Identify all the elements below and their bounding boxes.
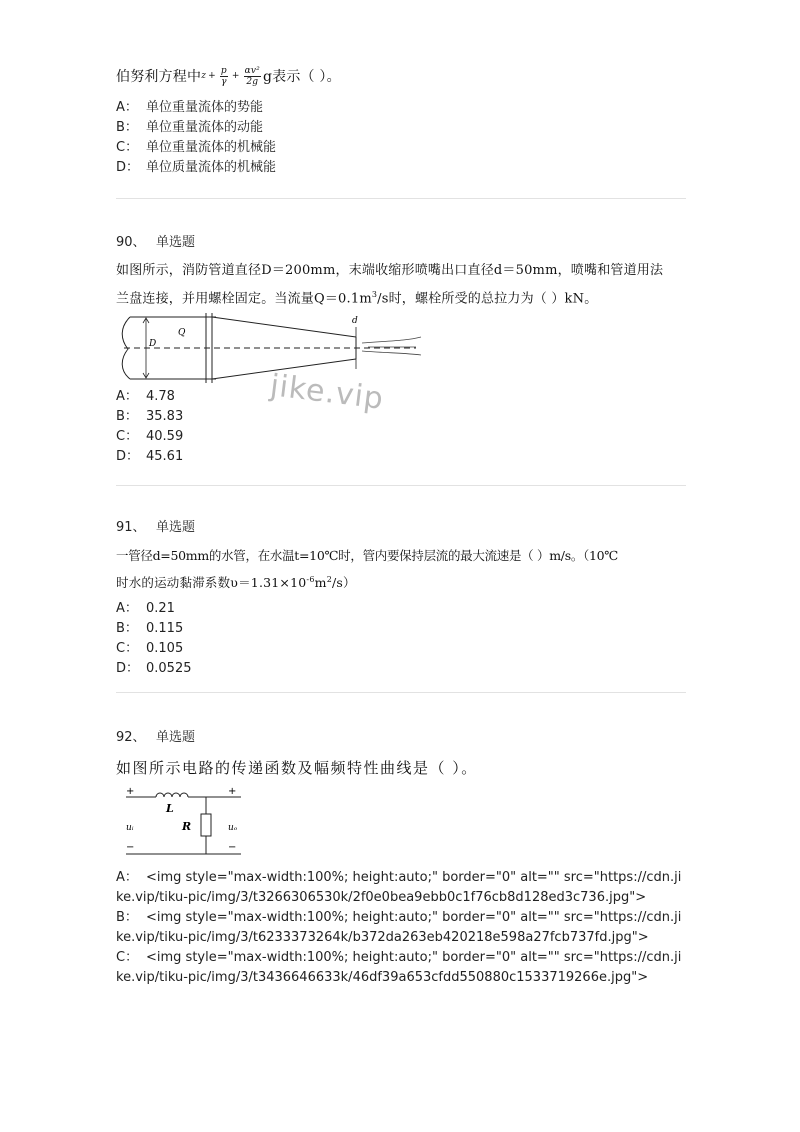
options xyxy=(116,98,686,178)
option-text: <img style="max-width:100%; height:auto;" border="0" alt="" src="https://cdn.jike.vip/tiku-pic/img/3/t6233373264k/b372da263eb420218e598a27fcb737fd.jpg"> xyxy=(116,910,682,945)
stem-text: 时水的运动黏滞系数υ＝1.31×10 xyxy=(116,575,307,591)
option-label: D： xyxy=(116,160,140,175)
question-92 xyxy=(116,728,686,988)
option-c[interactable] xyxy=(116,138,686,158)
watermark: jike.vip xyxy=(268,368,386,417)
option-a[interactable] xyxy=(116,98,686,118)
option-a[interactable] xyxy=(116,387,686,407)
formula-numerator: αv² xyxy=(244,65,260,76)
question-91 xyxy=(116,518,686,679)
option-text: <img style="max-width:100%; height:auto;" border="0" alt="" src="https://cdn.jike.vip/tiku-pic/img/3/t3266306530k/2f0e0bea9ebb0c1f76cb8d128ed3c736.jpg"> xyxy=(116,870,682,905)
option-b[interactable] xyxy=(116,908,688,948)
option-label: A： xyxy=(116,389,138,405)
formula-z: z xyxy=(201,71,207,81)
diameter-D-label: D xyxy=(149,339,157,350)
stem-text: 兰盘连接，并用螺栓固定。当流量Q＝0.1m xyxy=(116,291,372,307)
option-text: 35.83 xyxy=(146,409,184,425)
option-d[interactable] xyxy=(116,158,686,178)
superscript: 3 xyxy=(371,290,378,299)
divider xyxy=(116,692,686,693)
option-text: 45.61 xyxy=(146,449,184,465)
question-number: 92、 xyxy=(116,730,146,745)
resistor-R-label: R xyxy=(182,820,192,833)
question-89 xyxy=(116,58,686,178)
option-b[interactable] xyxy=(116,118,686,138)
option-label: A： xyxy=(116,601,138,617)
option-label: B： xyxy=(116,910,138,925)
plus-left: + xyxy=(126,786,135,797)
formula-denominator: 2g xyxy=(246,76,259,87)
option-text: 0.105 xyxy=(146,641,184,657)
option-text: 单位重量流体的势能 xyxy=(146,100,264,115)
formula-plus: + xyxy=(208,71,216,81)
question-type: 单选题 xyxy=(156,730,196,745)
option-c[interactable] xyxy=(116,427,686,447)
formula-gamma: γ xyxy=(221,76,227,87)
superscript: 2 xyxy=(326,575,332,584)
question-89-stem xyxy=(116,58,686,94)
option-text: 40.59 xyxy=(146,429,184,445)
option-label: C： xyxy=(116,140,139,155)
option-b[interactable] xyxy=(116,407,686,427)
option-b[interactable] xyxy=(116,619,686,639)
question-header xyxy=(116,518,686,538)
option-c[interactable] xyxy=(116,639,686,659)
stem-line: 如图所示，消防管道直径D＝200mm，末端收缩形喷嘴出口直径d＝50mm，喷嘴和管道用法 xyxy=(116,263,664,278)
options xyxy=(116,868,688,988)
option-label: B： xyxy=(116,120,138,135)
superscript: -6 xyxy=(306,575,315,584)
stem-text: g表示（ ）。 xyxy=(263,69,341,85)
formula-velocity-head xyxy=(244,66,261,87)
option-a[interactable] xyxy=(116,599,686,619)
option-text: 0.115 xyxy=(146,621,184,637)
option-text: 0.0525 xyxy=(146,661,192,677)
input-voltage-label: uᵢ xyxy=(126,823,134,833)
formula-p: p xyxy=(220,65,227,76)
options xyxy=(116,387,686,467)
option-a[interactable] xyxy=(116,868,688,908)
question-number: 90、 xyxy=(116,235,146,250)
divider xyxy=(116,485,686,486)
stem-text: /s时，螺栓所受的总拉力为（ ）kN。 xyxy=(377,291,598,307)
question-91-stem xyxy=(116,544,686,595)
minus-right: − xyxy=(228,842,237,853)
question-92-stem: 如图所示电路的传递函数及幅频特性曲线是（ ）。 xyxy=(116,759,478,777)
option-label: C： xyxy=(116,429,139,445)
option-d[interactable] xyxy=(116,659,686,679)
minus-left: − xyxy=(126,842,135,853)
option-text: 单位质量流体的机械能 xyxy=(146,160,277,175)
inductor-L-label: L xyxy=(166,802,174,815)
stem-line xyxy=(116,283,686,311)
question-90 xyxy=(116,233,686,467)
option-label: D： xyxy=(116,449,140,465)
question-number: 91、 xyxy=(116,520,146,535)
option-label: B： xyxy=(116,409,138,425)
divider xyxy=(116,198,686,199)
option-text: 单位重量流体的机械能 xyxy=(146,140,277,155)
stem-text: m xyxy=(314,575,327,591)
options xyxy=(116,599,686,679)
option-label: C： xyxy=(116,950,139,965)
option-label: A： xyxy=(116,870,138,885)
formula-p-over-gamma xyxy=(220,66,228,87)
flow-Q-label: Q xyxy=(178,328,186,339)
diameter-d-label: d xyxy=(352,316,358,327)
stem-text: /s） xyxy=(331,575,356,591)
option-c[interactable] xyxy=(116,948,688,988)
plus-right: + xyxy=(228,786,237,797)
option-label: A： xyxy=(116,100,138,115)
output-voltage-label: uₒ xyxy=(228,823,238,833)
option-label: D： xyxy=(116,661,140,677)
option-text: 单位重量流体的动能 xyxy=(146,120,264,135)
stem-text: 伯努利方程中 xyxy=(116,69,202,85)
question-type: 单选题 xyxy=(156,235,196,250)
formula-plus: + xyxy=(231,71,240,81)
stem-line: 一管径d=50mm的水管，在水温t=10℃时，管内要保持层流的最大流速是（ ）m/s。（10℃ xyxy=(116,548,618,563)
option-label: B： xyxy=(116,621,138,637)
question-type: 单选题 xyxy=(156,520,196,535)
option-text: 4.78 xyxy=(146,389,175,405)
option-text: <img style="max-width:100%; height:auto;" border="0" alt="" src="https://cdn.jike.vip/tiku-pic/img/3/t3436646633k/46df39a653cfdd550880c1533719266e.jpg"> xyxy=(116,950,682,985)
question-header xyxy=(116,233,686,253)
option-label: C： xyxy=(116,641,139,657)
bernoulli-formula xyxy=(201,66,263,87)
option-d[interactable] xyxy=(116,447,686,467)
option-text: 0.21 xyxy=(146,601,175,617)
question-header xyxy=(116,728,686,748)
stem-line xyxy=(116,568,686,595)
rl-circuit-figure xyxy=(116,784,251,864)
question-90-stem xyxy=(116,259,686,311)
